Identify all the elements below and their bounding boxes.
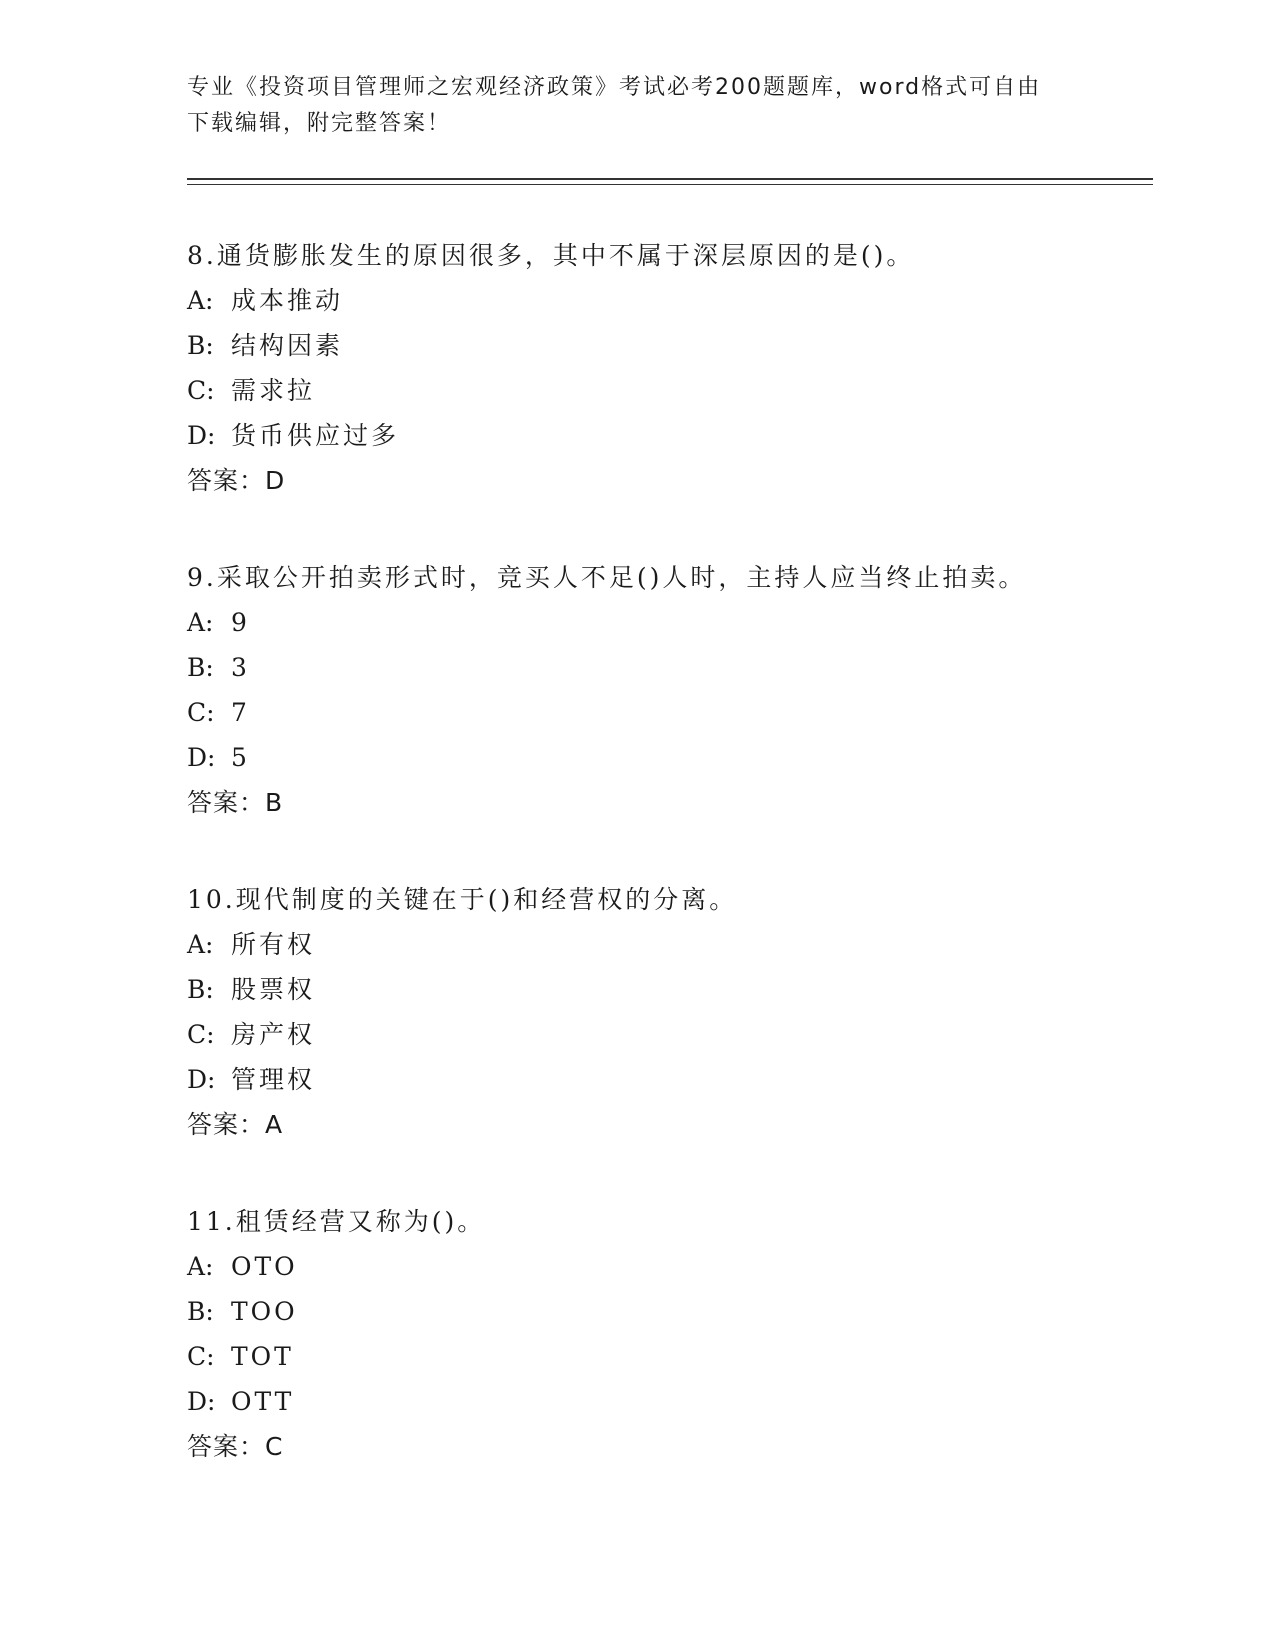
option-text: OTO [231, 1252, 298, 1281]
answer: 答案：C [187, 1432, 284, 1461]
option-a [187, 600, 1153, 645]
option-b [187, 1289, 1153, 1334]
option-text: OTT [231, 1387, 295, 1416]
option-text: 结构因素 [231, 331, 344, 360]
option-a [187, 278, 1153, 323]
question-stem: 11.租赁经营又称为()。 [187, 1207, 486, 1236]
question-block [187, 233, 1153, 503]
option-text: 3 [231, 653, 250, 682]
option-key: B: [187, 653, 214, 682]
option-key: D: [187, 1387, 216, 1416]
option-c [187, 690, 1153, 735]
option-text: 需求拉 [231, 376, 316, 405]
question-block [187, 877, 1153, 1147]
header-line-1: 专业《投资项目管理师之宏观经济政策》考试必考200题题库，word格式可自由 [187, 75, 1042, 100]
header-line-2: 下载编辑，附完整答案！ [187, 111, 452, 136]
option-key: D: [187, 1065, 216, 1094]
option-b [187, 323, 1153, 368]
option-text: 管理权 [231, 1065, 316, 1094]
answer: 答案：A [187, 1110, 284, 1139]
question-block [187, 555, 1153, 825]
header-divider-thin [187, 184, 1153, 185]
option-key: A: [187, 608, 214, 637]
option-text: 房产权 [231, 1020, 316, 1049]
option-text: 货币供应过多 [231, 421, 400, 450]
option-c [187, 1012, 1153, 1057]
option-a [187, 922, 1153, 967]
option-text: 9 [231, 608, 250, 637]
option-d [187, 1379, 1153, 1424]
option-d [187, 413, 1153, 458]
option-text: 所有权 [231, 930, 316, 959]
option-text: 成本推动 [231, 286, 344, 315]
question-stem: 8.通货膨胀发生的原因很多，其中不属于深层原因的是()。 [187, 241, 915, 270]
option-b [187, 645, 1153, 690]
option-c [187, 368, 1153, 413]
question-block [187, 1199, 1153, 1469]
option-c [187, 1334, 1153, 1379]
option-key: C: [187, 1342, 215, 1371]
option-key: C: [187, 698, 215, 727]
option-key: D: [187, 743, 216, 772]
option-d [187, 1057, 1153, 1102]
option-text: TOT [231, 1342, 294, 1371]
option-text: 股票权 [231, 975, 316, 1004]
header-divider-thick [187, 178, 1153, 180]
question-stem: 10.现代制度的关键在于()和经营权的分离。 [187, 885, 738, 914]
option-key: D: [187, 421, 216, 450]
option-key: B: [187, 331, 214, 360]
option-key: C: [187, 1020, 215, 1049]
option-key: A: [187, 286, 214, 315]
question-stem: 9.采取公开拍卖形式时，竞买人不足()人时，主持人应当终止拍卖。 [187, 563, 1027, 592]
option-key: B: [187, 1297, 214, 1326]
answer: 答案：D [187, 466, 286, 495]
answer: 答案：B [187, 788, 284, 817]
option-key: A: [187, 1252, 214, 1281]
option-a [187, 1244, 1153, 1289]
option-text: 5 [231, 743, 250, 772]
option-text: TOO [231, 1297, 298, 1326]
option-key: B: [187, 975, 214, 1004]
option-text: 7 [231, 698, 250, 727]
option-key: A: [187, 930, 214, 959]
option-d [187, 735, 1153, 780]
document-header [187, 70, 1077, 142]
option-key: C: [187, 376, 215, 405]
option-b [187, 967, 1153, 1012]
